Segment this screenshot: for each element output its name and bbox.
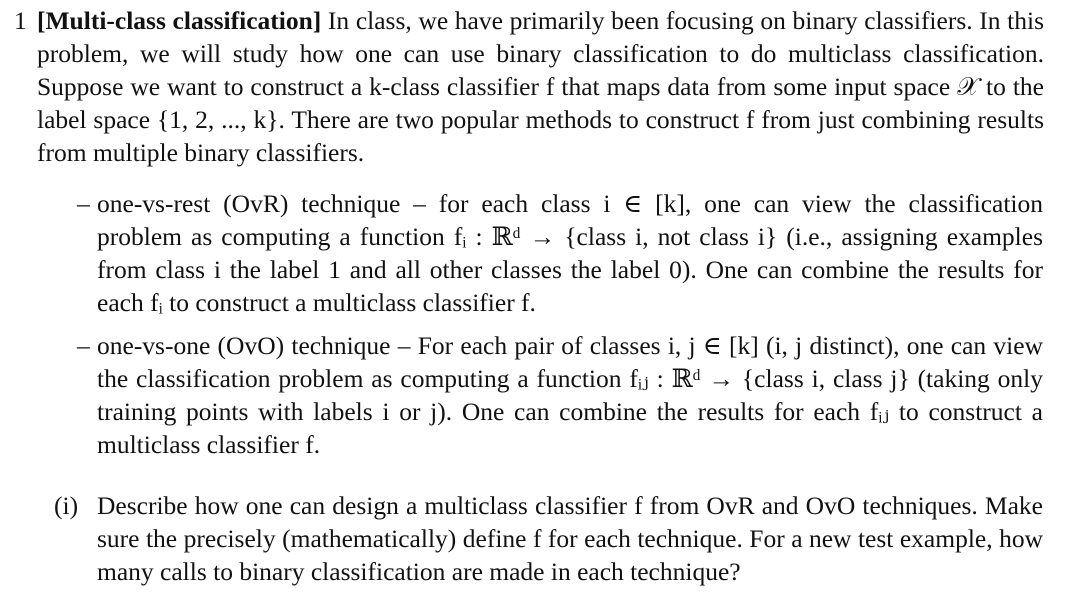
sub-question-text: Describe how one can design a multiclass classifier f from OvR and OvO techniques. Make sure the precisely (mathematically) define f for each technique. For a new test example, how many calls to binary classification are made in each technique? — [97, 491, 1043, 586]
problem-intro-text: In class, we have primarily been focusing on binary classifiers. In this problem, we will study how one can use binary classification to do multiclass classification. Suppose we want to construct a k-class classifier f that maps data from some input space 𝒳 to the label space {1, 2, ..., k}. There are two popular methods to construct f from just combining results from multiple binary classifiers. — [37, 6, 1045, 167]
ovo-description: one-vs-one (OvO) technique – For each pair of classes i, j ∈ [k] (i, j distinct), one can view the classification problem as computing a function fᵢⱼ : ℝᵈ → {class i, class j} (taking only training points with labels i or j). One can combine the results for each fᵢⱼ to construct a multiclass classifier f. — [97, 331, 1043, 459]
bullet-dash: – — [77, 331, 90, 360]
problem-title: [Multi-class classification] — [37, 6, 322, 35]
problem-header — [14, 4, 1054, 169]
bullet-dash: – — [77, 189, 90, 218]
list-item-ovr — [14, 187, 1054, 319]
problem-number: 1 — [14, 6, 27, 35]
bullet-marker — [14, 329, 97, 461]
problem-block — [14, 4, 1054, 588]
ovr-description: one-vs-rest (OvR) technique – for each class i ∈ [k], one can view the classification problem as computing a function fᵢ : ℝᵈ → {class i, not class i} (i.e., assigning examples from class i the label 1 and all other classes the label 0). One can combine the results for each fᵢ to construct a multiclass classifier f. — [97, 189, 1043, 317]
list-item-ovo — [14, 329, 1054, 461]
technique-list — [14, 187, 1054, 461]
problem-intro-paragraph — [37, 4, 1044, 169]
bullet-marker — [14, 187, 97, 319]
sub-question — [14, 489, 1054, 588]
sub-question-label: (i) — [54, 491, 79, 520]
